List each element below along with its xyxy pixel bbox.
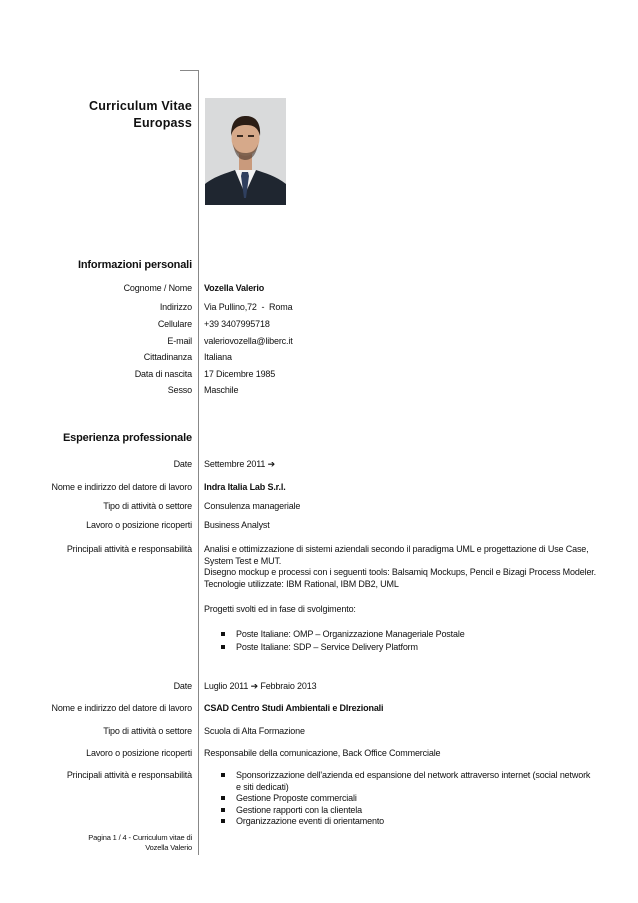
cv-title-line2: Europass — [133, 116, 192, 130]
value-sex: Maschile — [204, 385, 239, 395]
column-divider — [198, 70, 199, 855]
list-item — [221, 805, 616, 817]
label-role: Lavoro o posizione ricoperti — [86, 748, 192, 758]
section-title-personal: Informazioni personali — [77, 259, 192, 271]
footer-line2: Vozella Valerio — [145, 843, 192, 852]
square-bullet-icon — [221, 632, 225, 636]
value-name: Vozella Valerio — [204, 283, 265, 293]
divider-tick — [180, 70, 199, 71]
label-address: Indirizzo — [159, 302, 192, 312]
list-item — [221, 642, 616, 654]
right-arrow-icon: ➔ — [250, 681, 258, 691]
value-employer: CSAD Centro Studi Ambientali e DIrezionali — [204, 703, 384, 713]
label-employer: Nome e indirizzo del datore di lavoro — [51, 703, 192, 713]
label-mobile: Cellulare — [157, 319, 192, 329]
activities-list — [221, 770, 616, 828]
list-item — [221, 793, 616, 805]
label-sector: Tipo di attività o settore — [103, 501, 192, 511]
label-birthdate: Data di nascita — [134, 369, 192, 379]
value-role: Responsabile della comunicazione, Back Office Commerciale — [204, 748, 441, 758]
label-email: E-mail — [167, 336, 192, 346]
label-activities: Principali attività e responsabilità — [66, 544, 192, 554]
value-sector: Consulenza manageriale — [204, 501, 301, 511]
value-role: Business Analyst — [204, 520, 270, 530]
label-name: Cognome / Nome — [123, 283, 192, 293]
profile-photo — [205, 98, 286, 205]
projects-list — [221, 629, 616, 653]
date-start: Settembre 2011 — [204, 459, 266, 469]
value-address: Via Pullino,72 - Roma — [204, 302, 293, 312]
portrait-image — [205, 98, 286, 205]
label-citizenship: Cittadinanza — [143, 352, 192, 362]
footer-line1: Pagina 1 / 4 - Curriculum vitae di — [88, 833, 192, 842]
label-date: Date — [173, 681, 192, 691]
list-item-continuation — [221, 782, 616, 794]
list-item-text: e siti dedicati) — [236, 781, 289, 792]
label-role: Lavoro o posizione ricoperti — [86, 520, 192, 530]
label-sex: Sesso — [167, 385, 192, 395]
square-bullet-icon — [221, 819, 225, 823]
cv-title-line1: Curriculum Vitae — [89, 99, 192, 113]
value-date — [204, 459, 608, 470]
section-title-experience: Esperienza professionale — [62, 432, 192, 444]
list-item-text: Poste Italiane: SDP – Service Delivery Platform — [236, 641, 418, 652]
list-item-text: Poste Italiane: OMP – Organizzazione Manageriale Postale — [236, 629, 465, 639]
value-mobile: +39 3407995718 — [204, 319, 270, 329]
list-item-text: Gestione Proposte commerciali — [236, 793, 357, 803]
value-activities — [204, 544, 608, 591]
date-start: Luglio 2011 — [204, 681, 249, 691]
date-end: Febbraio 2013 — [260, 681, 317, 691]
label-activities: Principali attività e responsabilità — [66, 770, 192, 780]
right-arrow-icon: ➔ — [267, 459, 276, 469]
label-sector: Tipo di attività o settore — [103, 726, 192, 736]
page-footer — [88, 833, 192, 853]
activities-line: Analisi e ottimizzazione di sistemi aziendali secondo il paradigma UML e progettazione di Use Case, — [204, 544, 589, 554]
square-bullet-icon — [221, 773, 225, 777]
square-bullet-icon — [221, 808, 225, 812]
value-date — [204, 681, 608, 692]
value-email[interactable]: valeriovozella@liberc.it — [204, 336, 293, 346]
list-item-text: Gestione rapporti con la clientela — [236, 804, 362, 815]
square-bullet-icon — [221, 645, 225, 649]
list-item — [221, 770, 616, 782]
value-sector: Scuola di Alta Formazione — [204, 726, 305, 736]
list-item — [221, 629, 616, 641]
value-citizenship: Italiana — [204, 352, 232, 362]
activities-line: Disegno mockup e processi con i seguenti tools: Balsamiq Mockups, Pencil e Bizagi Process Modeler. — [204, 567, 596, 578]
value-birthdate: 17 Dicembre 1985 — [204, 369, 276, 379]
label-date: Date — [173, 459, 192, 469]
list-item-text: Sponsorizzazione dell'azienda ed espansione del network attraverso internet (social network — [236, 770, 591, 780]
square-bullet-icon — [221, 796, 225, 800]
activities-line: Tecnologie utilizzate: IBM Rational, IBM DB2, UML — [204, 579, 399, 590]
list-item-text: Organizzazione eventi di orientamento — [236, 816, 385, 826]
label-employer: Nome e indirizzo del datore di lavoro — [51, 482, 192, 492]
list-item — [221, 816, 616, 828]
value-employer: Indra Italia Lab S.r.l. — [204, 482, 286, 492]
projects-intro: Progetti svolti ed in fase di svolgimento: — [204, 604, 356, 614]
activities-line: System Test e MUT. — [204, 555, 282, 566]
